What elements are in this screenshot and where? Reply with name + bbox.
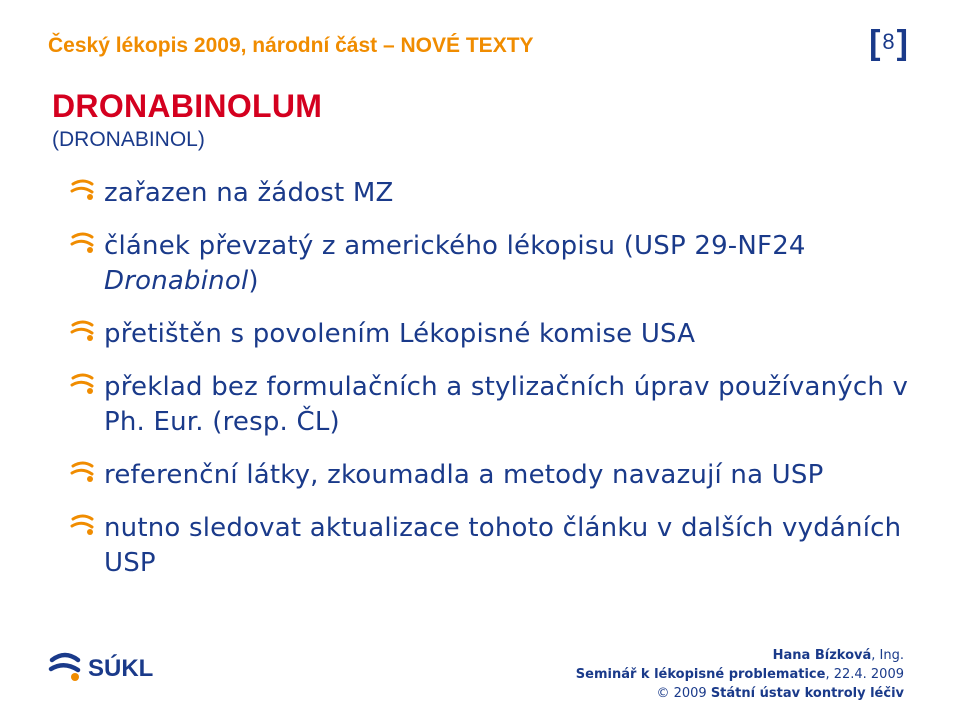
swoosh-bullet-icon [70, 320, 104, 342]
footer-author [576, 646, 904, 665]
page-number-value: 8 [882, 29, 895, 54]
bullet-text: překlad bez formulačních a stylizačních úprav používaných v Ph. Eur. (resp. ČL) [104, 372, 909, 437]
bullet-list [70, 176, 930, 599]
copyright-text: © 2009 [656, 686, 711, 701]
bracket-open: [ [869, 24, 881, 62]
page-number [869, 24, 908, 63]
swoosh-bullet-icon [70, 514, 104, 536]
bullet-text-part: článek převzatý z amerického lékopisu (USP 29-NF24 [104, 231, 806, 261]
sukl-logo [48, 652, 153, 686]
sukl-logo-icon [48, 652, 82, 686]
bullet-text [104, 229, 930, 299]
header-title: Český lékopis 2009, národní část – NOVÉ TEXTY [48, 34, 534, 57]
footer-seminar [576, 665, 904, 684]
swoosh-bullet-icon [70, 232, 104, 254]
bullet-item [70, 511, 930, 581]
bullet-text: zařazen na žádost MZ [104, 178, 394, 208]
author-suffix: , Ing. [871, 648, 904, 663]
footer-info [576, 646, 904, 703]
bullet-item [70, 458, 930, 493]
author-name: Hana Bízková [772, 648, 872, 663]
swoosh-bullet-icon [70, 373, 104, 395]
seminar-date: , 22.4. 2009 [825, 667, 904, 682]
bullet-item [70, 229, 930, 299]
bullet-item [70, 176, 930, 211]
slide-title: DRONABINOLUM [52, 88, 323, 124]
logo-text: SÚKL [88, 655, 154, 682]
footer-copyright [576, 684, 904, 703]
bullet-text-italic: Dronabinol [104, 266, 249, 296]
bullet-text: přetištěn s povolením Lékopisné komise USA [104, 319, 696, 349]
institution-name: Státní ústav kontroly léčiv [710, 686, 904, 701]
bullet-item [70, 317, 930, 352]
bullet-text: nutno sledovat aktualizace tohoto článku v dalších vydáních USP [104, 513, 902, 578]
bracket-close: ] [896, 24, 908, 62]
swoosh-bullet-icon [70, 461, 104, 483]
bullet-text: referenční látky, zkoumadla a metody navazují na USP [104, 460, 824, 490]
seminar-name: Seminář k lékopisné problematice [575, 667, 826, 682]
bullet-item [70, 370, 930, 440]
slide-subtitle: (DRONABINOL) [52, 128, 205, 151]
swoosh-bullet-icon [70, 179, 104, 201]
bullet-text-part: ) [248, 266, 259, 296]
